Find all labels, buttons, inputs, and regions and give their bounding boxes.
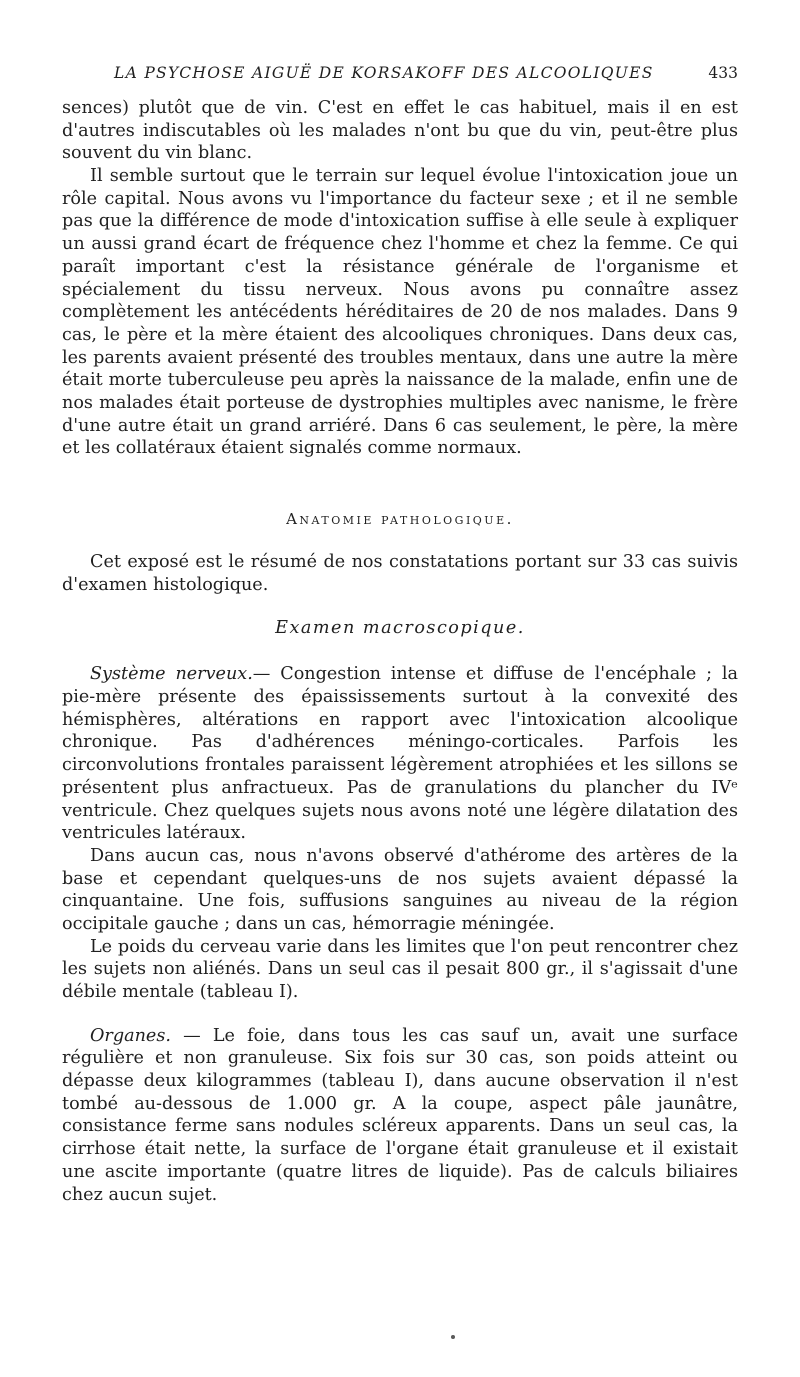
running-title: LA PSYCHOSE AIGUË DE KORSAKOFF DES ALCOOLIQUES — [114, 64, 654, 82]
paragraph-atheroma: Dans aucun cas, nous n'avons observé d'athérome des artères de la base et cependant quelques-uns de nos sujets avaient dépassé la cinquantaine. Une fois, suffusions sanguines au niveau de la région occipitale gauche ; dans un cas, hémorragie méningée. — [62, 845, 738, 934]
running-head — [62, 64, 738, 88]
page-number: 433 — [708, 64, 738, 82]
paragraph-organs — [62, 1025, 738, 1207]
ink-speck — [451, 1335, 455, 1339]
nervous-system-lead: Système nerveux. — [90, 664, 253, 685]
nervous-system-text: — Congestion intense et diffuse de l'encéphale ; la pie-mère présente des épaississements surtout à la convexité des hémisphères, altérations en rapport avec l'intoxication alcoolique chronique. Pas d'adhérences méningo-corticales. Parfois les circonvolutions frontales paraissent légèrement atrophiées et les sillons se présentent plus anfractueux. Pas de granulations du plancher du IVᵉ ventricule. Chez quelques sujets nous avons noté une légère dilatation des ventricules latéraux. — [62, 664, 738, 844]
paragraph-continuation: sences) plutôt que de vin. C'est en effet le cas habituel, mais il en est d'autres indiscutables où les malades n'ont bu que du vin, peut-être plus souvent du vin blanc. — [62, 98, 738, 164]
paragraph-brain-weight: Le poids du cerveau varie dans les limites que l'on peut rencontrer chez les sujets non aliénés. Dans un seul cas il pesait 800 gr., il s'agissait d'une débile mentale (tableau I). — [62, 936, 738, 1003]
page-body — [62, 97, 738, 1206]
paragraph-heredity: Il semble surtout que le terrain sur lequel évolue l'intoxication joue un rôle capital. Nous avons vu l'importance du facteur sexe ; et il ne semble pas que la différence de mode d'intoxication suffise à elle seule à expliquer un aussi grand écart de fréquence chez l'homme et chez la femme. Ce qui paraît important c'est la résistance générale de l'organisme et spécialement du tissu nerveux. Nous avons pu connaître assez complètement les antécédents héréditaires de 20 de nos malades. Dans 9 cas, le père et la mère étaient des alcooliques chroniques. Dans deux cas, les parents avaient présenté des troubles mentaux, dans une autre la mère était morte tuberculeuse peu après la naissance de la malade, enfin une de nos malades était porteuse de dystrophies multiples avec nanisme, le frère d'une autre était un grand arriéré. Dans 6 cas seulement, le père, la mère et les collatéraux étaient signalés comme normaux. — [62, 166, 738, 459]
subsection-title: Examen macroscopique. — [275, 617, 525, 638]
paragraph-summary: Cet exposé est le résumé de nos constatations portant sur 33 cas suivis d'examen histologique. — [62, 552, 738, 596]
paragraph-nervous-system — [62, 663, 738, 845]
section-title: Anatomie pathologique. — [286, 510, 514, 528]
organs-lead: Organes. — [90, 1025, 171, 1046]
organs-text: — Le foie, dans tous les cas sauf un, avait une surface régulière et non granuleuse. Six fois sur 30 cas, son poids atteint ou dépasse deux kilogrammes (tableau I), dans aucune observation il n'est tombé au-dessous de 1.000 gr. A la coupe, aspect pâle jaunâtre, consistance ferme sans nodules scléreux apparents. Dans un seul cas, la cirrhose était nette, la surface de l'organe était granuleuse et il existait une ascite importante (quatre litres de liquide). Pas de calculs biliaires chez aucun sujet. — [62, 1025, 738, 1205]
